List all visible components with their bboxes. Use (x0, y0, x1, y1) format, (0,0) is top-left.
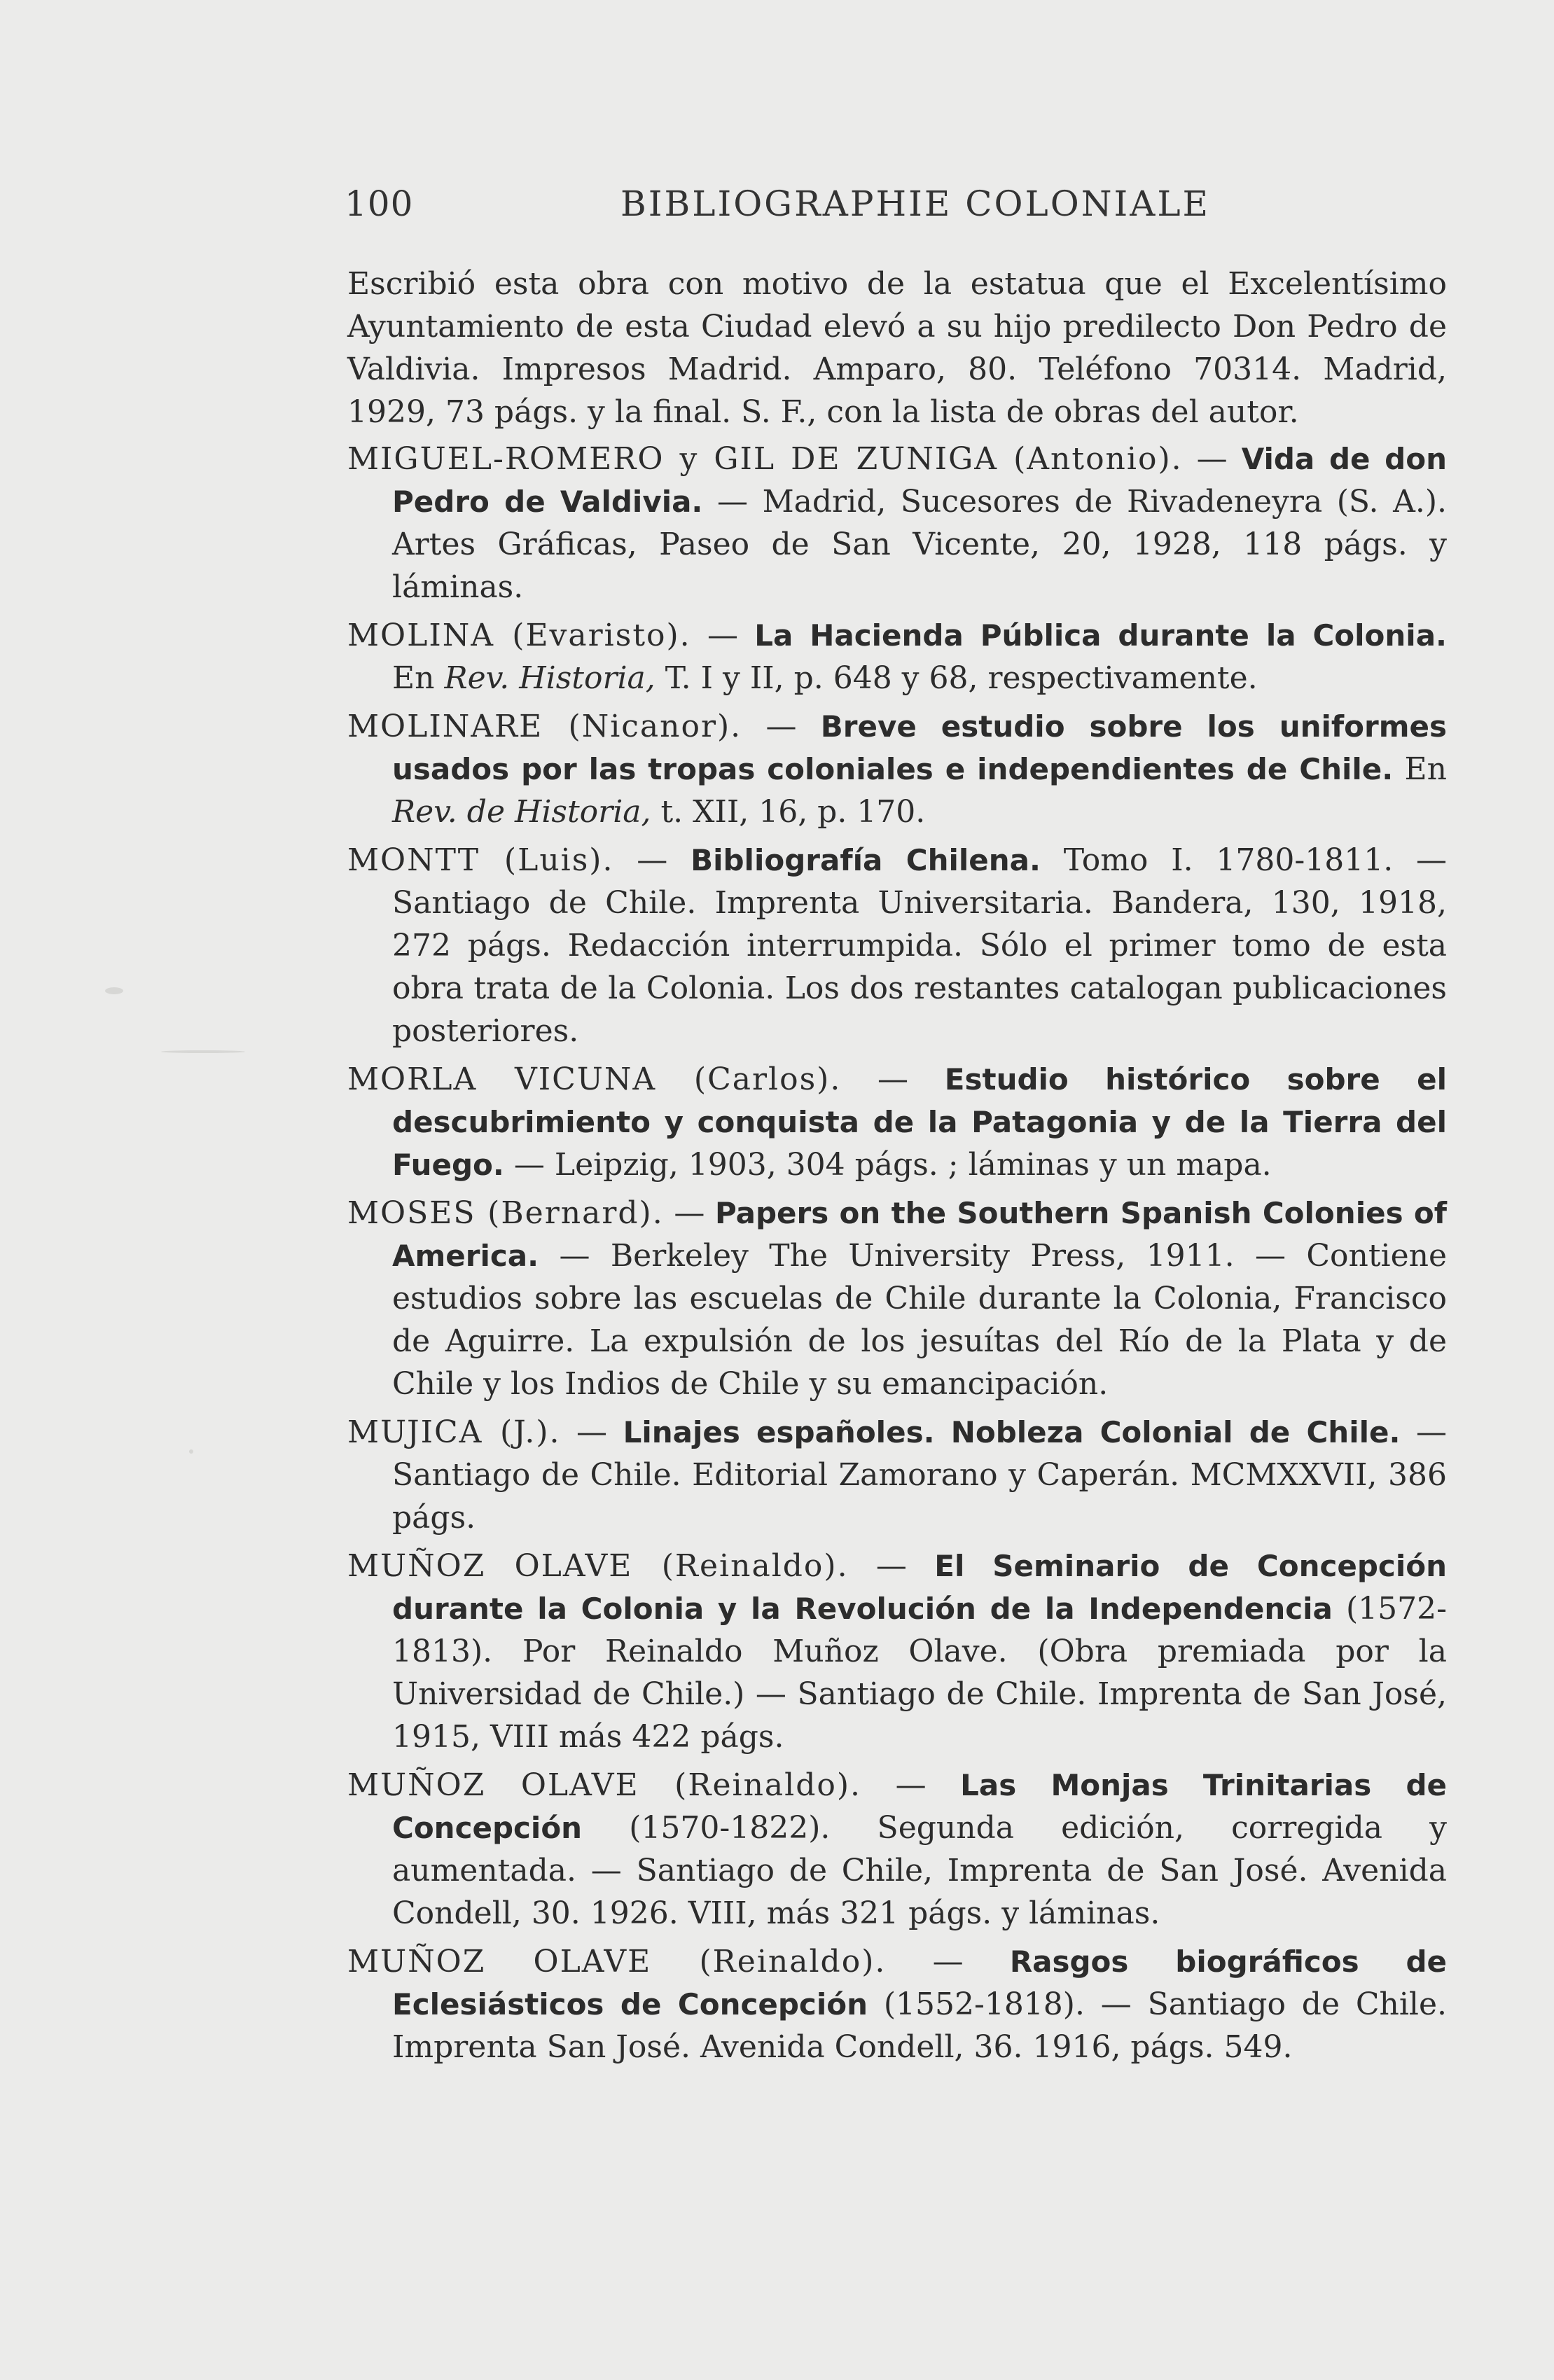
entry-author: MOLINARE (Nicanor). (347, 709, 742, 744)
entry-title: Estudio histórico sobre el descubrimiento y conquista de la Patagonia y de la Tierra del Fuego. (392, 1062, 1447, 1182)
entry-details: — Leipzig, 1903, 304 págs. ; láminas y un mapa. (513, 1147, 1272, 1183)
bib-entry: MOLINA (Evaristo). — La Hacienda Pública durante la Colonia. En Rev. Historia, T. I y II, p. 648 y 68, respectivamente. (347, 618, 1447, 696)
entry-details: T. I y II, p. 648 y 68, respectivamente. (665, 660, 1258, 696)
entry-title: Bibliografía Chilena. (691, 843, 1041, 877)
page-number: 100 (345, 183, 414, 224)
bib-entry: MUÑOZ OLAVE (Reinaldo). — El Seminario de Concepción durante la Colonia y la Revolución de la Independencia (1572-1813). Por Reinaldo Muñoz Olave. (Obra premiada por la Universidad de Chile.) — Santiago de Chile. Imprenta de San José, 1915, VIII más 422 págs. (347, 1548, 1447, 1755)
entry-details: En (1404, 751, 1447, 787)
entry-title: El Seminario de Concepción durante la Colonia y la Revolución de la Independencia (392, 1549, 1447, 1626)
entry-author: MUJICA (J.). (347, 1414, 561, 1450)
scan-smudge (161, 1050, 245, 1053)
entry-details: En (392, 660, 435, 696)
journal-name: Rev. Historia, (444, 660, 655, 696)
intro-paragraph: Escribió esta obra con motivo de la estatua que el Excelentísimo Ayuntamiento de esta Ciudad elevó a su hijo predilecto Don Pedro de Valdivia. Impresos Madrid. Amparo, 80. Teléfono 70314. Madrid, 1929, 73 págs. y la final. S. F., con la lista de obras del autor. (347, 266, 1447, 430)
scan-smudge (105, 987, 123, 994)
entry-details: (1570-1822). Segunda edición, corregida y aumentada. — Santiago de Chile, Imprenta de San José. Avenida Condell, 30. 1926. VIII, más 321 págs. y láminas. (392, 1810, 1447, 1931)
page-header (345, 183, 1444, 232)
bib-entry: MORLA VICUNA (Carlos). — Estudio histórico sobre el descubrimiento y conquista de la Patagonia y de la Tierra del Fuego. — Leipzig, 1903, 304 págs. ; láminas y un mapa. (347, 1062, 1447, 1183)
entry-title: Vida de don Pedro de Valdivia. (392, 442, 1447, 519)
entry-author: MONTT (Luis). (347, 842, 614, 878)
entry-title: Las Monjas Trinitarias de Concepción (392, 1768, 1447, 1845)
bib-entry: MONTT (Luis). — Bibliografía Chilena. Tomo I. 1780-1811. — Santiago de Chile. Imprenta Universitaria. Bandera, 130, 1918, 272 págs. Redacción interrumpida. Sólo el primer tomo de esta obra trata de la Colonia. Los dos restantes catalogan publicaciones posteriores. (347, 842, 1447, 1049)
entry-details: — Madrid, Sucesores de Rivadeneyra (S. A.). Artes Gráficas, Paseo de San Vicente, 20, 1928, 118 págs. y láminas. (392, 484, 1447, 605)
entry-author: MOSES (Bernard). (347, 1195, 664, 1231)
entry-title: Rasgos biográficos de Eclesiásticos de Concepción (392, 1944, 1447, 2021)
bib-entry: MIGUEL-ROMERO y GIL DE ZUNIGA (Antonio). — Vida de don Pedro de Valdivia. — Madrid, Sucesores de Rivadeneyra (S. A.). Artes Gráficas, Paseo de San Vicente, 20, 1928, 118 págs. y láminas. (347, 441, 1447, 605)
entry-title: Linajes españoles. Nobleza Colonial de Chile. (623, 1415, 1401, 1449)
entry-details: (1552-1818). — Santiago de Chile. Imprenta San José. Avenida Condell, 36. 1916, págs. 549. (392, 1986, 1447, 2065)
entry-author: MUÑOZ OLAVE (Reinaldo). (347, 1548, 849, 1584)
entry-details: (1572-1813). Por Reinaldo Muñoz Olave. (Obra premiada por la Universidad de Chile.) — Santiago de Chile. Imprenta de San José, 1915, VIII más 422 págs. (392, 1591, 1447, 1755)
entry-author: MIGUEL-ROMERO y GIL DE ZUNIGA (Antonio). (347, 441, 1183, 477)
entry-title: La Hacienda Pública durante la Colonia. (754, 618, 1447, 653)
entry-author: MOLINA (Evaristo). (347, 618, 691, 653)
entry-details: — Berkeley The University Press, 1911. — Contiene estudios sobre las escuelas de Chile durante la Colonia, Francisco de Aguirre. La expulsión de los jesuítas del Río de la Plata y de Chile y los Indios de Chile y su emancipación. (392, 1238, 1447, 1402)
entry-title: Papers on the Southern Spanish Colonies of America. (392, 1196, 1447, 1273)
entry-author: MORLA VICUNA (Carlos). (347, 1062, 842, 1097)
entry-details: t. XII, 16, p. 170. (660, 794, 926, 830)
bib-entry: MUÑOZ OLAVE (Reinaldo). — Las Monjas Trinitarias de Concepción (1570-1822). Segunda edición, corregida y aumentada. — Santiago de Chile, Imprenta de San José. Avenida Condell, 30. 1926. VIII, más 321 págs. y láminas. (347, 1767, 1447, 1931)
scan-smudge (189, 1449, 193, 1454)
entry-details: Tomo I. 1780-1811. — Santiago de Chile. Imprenta Universitaria. Bandera, 130, 1918, 272 págs. Redacción interrumpida. Sólo el primer tomo de esta obra trata de la Colonia. Los dos restantes catalogan publicaciones posteriores. (392, 842, 1447, 1049)
bib-entry: MUJICA (J.). — Linajes españoles. Nobleza Colonial de Chile. — Santiago de Chile. Editorial Zamorano y Caperán. MCMXXVII, 386 págs. (347, 1414, 1447, 1536)
bib-entry: MUÑOZ OLAVE (Reinaldo). — Rasgos biográficos de Eclesiásticos de Concepción (1552-1818). — Santiago de Chile. Imprenta San José. Avenida Condell, 36. 1916, págs. 549. (347, 1944, 1447, 2065)
entry-details: — Santiago de Chile. Editorial Zamorano y Caperán. MCMXXVII, 386 págs. (392, 1414, 1447, 1536)
bib-entry: MOSES (Bernard). — Papers on the Southern Spanish Colonies of America. — Berkeley The University Press, 1911. — Contiene estudios sobre las escuelas de Chile durante la Colonia, Francisco de Aguirre. La expulsión de los jesuítas del Río de la Plata y de Chile y los Indios de Chile y su emancipación. (347, 1195, 1447, 1402)
journal-name: Rev. de Historia, (392, 794, 651, 830)
entry-author: MUÑOZ OLAVE (Reinaldo). (347, 1944, 887, 1979)
bibliography-body (347, 263, 1447, 2074)
bib-entry: MOLINARE (Nicanor). — Breve estudio sobre los uniformes usados por las tropas coloniales e independientes de Chile. En Rev. de Historia, t. XII, 16, p. 170. (347, 709, 1447, 830)
entry-author: MUÑOZ OLAVE (Reinaldo). (347, 1767, 862, 1803)
entry-title: Breve estudio sobre los uniformes usados por las tropas coloniales e independientes de Chile. (392, 709, 1447, 786)
running-title: BIBLIOGRAPHIE COLONIALE (620, 183, 1211, 224)
